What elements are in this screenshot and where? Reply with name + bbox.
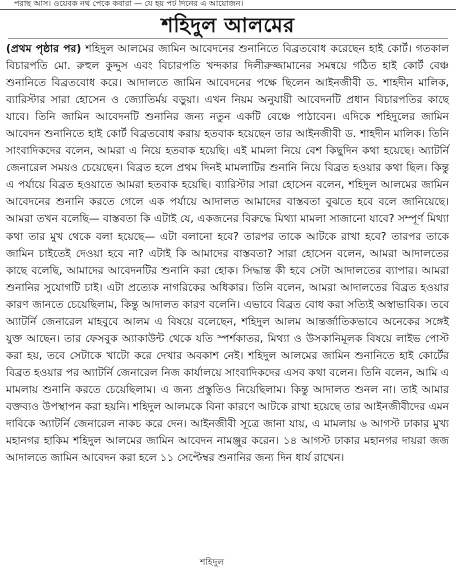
top-divider (0, 9, 456, 10)
previous-article-text: পরাছ আস। ওয়েবক নথ পেকে কবারা — যে হয় পট দিনের এ আয়োজন। (14, 0, 244, 8)
continuation-label: (প্রথম পৃষ্ঠার পর) (6, 43, 82, 55)
next-article-fragment (0, 550, 456, 568)
previous-article-fragment (0, 0, 456, 9)
next-article-text: শহিদুল (200, 558, 225, 568)
article-paragraph: শহিদুল আলমের জামিন আবেদনের শুনানিতে বিব্রতবোধ করেছেন হাই কোর্ট। গতকাল বিচারপতি মো. রুহুল কুদ্দুস এবং বিচারপতি খন্দকার দিলীরুজ্জামানের সমন্বয়ে গঠিত হাই কোর্ট বেঞ্চ শুনানিতে বিব্রতবোধ করে। আদালতে জামিন আবেদনের পক্ষে ছিলেন আইনজীবী ড. শাহদীন মালিক, ব্যারিস্টার সারা হোসেন ও জ্যোতির্ময় বড়ুয়া। এখন নিয়ম অনুযায়ী আবেদনটি প্রধান বিচারপতির কাছে যাবে। তিনি জামিন আবেদনটি শুনানির জন্য নতুন একটি বেঞ্চে পাঠাবেন। এদিকে শহিদুলের জামিন আবেদন শুনানিতে হাই কোর্ট বিব্রতবোধ করায় হতবাক হয়েছেন তার আইনজীবী ড. শাহদীন মালিক। তিনি সাংবাদিকদের বলেন, আমরা এ নিয়ে হতবাক হয়েছি। এই মামলা নিয়ে বেশ কিছুদিন কথা হয়েছে। অ্যাটর্নি জেনারেল সময়ও চেয়েছেন। বিব্রত হলে প্রথম দিনই মামলাটির শুনানি নিয়ে বিব্রত হওয়ার কথা ছিল। কিন্তু এ পর্যায়ে বিব্রত হওয়াতে আমরা হতবাক হয়েছি। ব্যারিস্টার সারা হোসেন বলেন, শহিদুল আলমের জামিন আবেদনের শুনানি করতে গেলে এক পর্যায়ে আদালত আমাদের বাস্তবতা বুঝতে হবে বলে জানিয়েছে। আমরা তখন বলেছি— বাস্তবতা কি এটাই যে, একজনের বিরুদ্ধে মিথ্যা মামলা সাজানো যাবে? সম্পূর্ণ মিথ্যা কথা তার মুখ থেকে বলা হয়েছে— এটা বলানো হবে? তারপর তাকে আটকে রাখা হবে? তারপর তাকে জামিন চাইতেই দেওয়া হবে না? এটাই কি আমাদের বাস্তবতা? সারা হোসেন বলেন, আমরা আদালতের কাছে বলেছি, আমাদের আবেদনটির শুনানি করা হোক। সিদ্ধান্ত কী হবে সেটা আদালতের ব্যাপার। আমরা শুনানির সুযোগটি চাই। এটা প্রত্যেক নাগরিকের অধিকার। তিনি বলেন, আমরা আদালতের বিব্রত হওয়ার কারণ জানতে চেয়েছিলাম, কিন্তু আদালত কারণ বলেনি। এভাবে বিব্রত বোধ করা সত্যিই অস্বাভাবিক। তবে অ্যাটর্নি জেনারেল মাহবুবে আলম এ বিষয়ে বলেছেন, শহিদুল আলম আন্তর্জাতিকভাবে অনেকের সঙ্গেই যুক্ত আছেন। তার ফেসবুক অ্যাকাউন্ট থেকে যতি স্পর্শকাতর, মিথ্যা ও উসকানিমূলক বিষয়ে লাইভ পোস্ট করা হয়, তবে সেটাকে খাটো করে দেখার অবকাশ নেই। শহিদুল আলমের জামিন শুনানিতে হাই কোর্টের বিব্রত হওয়ার পর অ্যাটর্নি জেনারেল নিজ কার্যালয়ে সাংবাদিকদের এসব কথা বলেন। তিনি বলেন, আমি এ মামলায় শুনানি করতে চেয়েছিলাম। এ জন্য প্রস্তুতিও নিয়েছিলাম। কিন্তু আদালত শুনল না। তাই আমার বক্তব্যও উপস্থাপন করা হয়নি। শহিদুল আলমকে বিনা কারণে আটকে রাখা হয়েছে তার আইনজীবীদের এমন দাবিকে অ্যাটর্নি জেনারেল নাকচ করে দেন। আইনজীবী সূত্রে জানা যায়, এ মামলায় ৬ আগস্ট ঢাকার মুখ্য মহানগর হাকিম শহিদুল আলমের জামিন আবেদন নামঞ্জুর করেন। ১৪ আগস্ট ঢাকার মহানগর দায়রা জজ আদালতে জামিন আবেদন করা হলে ১১ সেপ্টেম্বর শুনানির জন্য দিন ধার্য রাখেন। (6, 43, 449, 465)
article-headline: শহিদুল আলমের (161, 13, 295, 37)
article-body (6, 41, 449, 551)
headline-divider (8, 38, 448, 39)
